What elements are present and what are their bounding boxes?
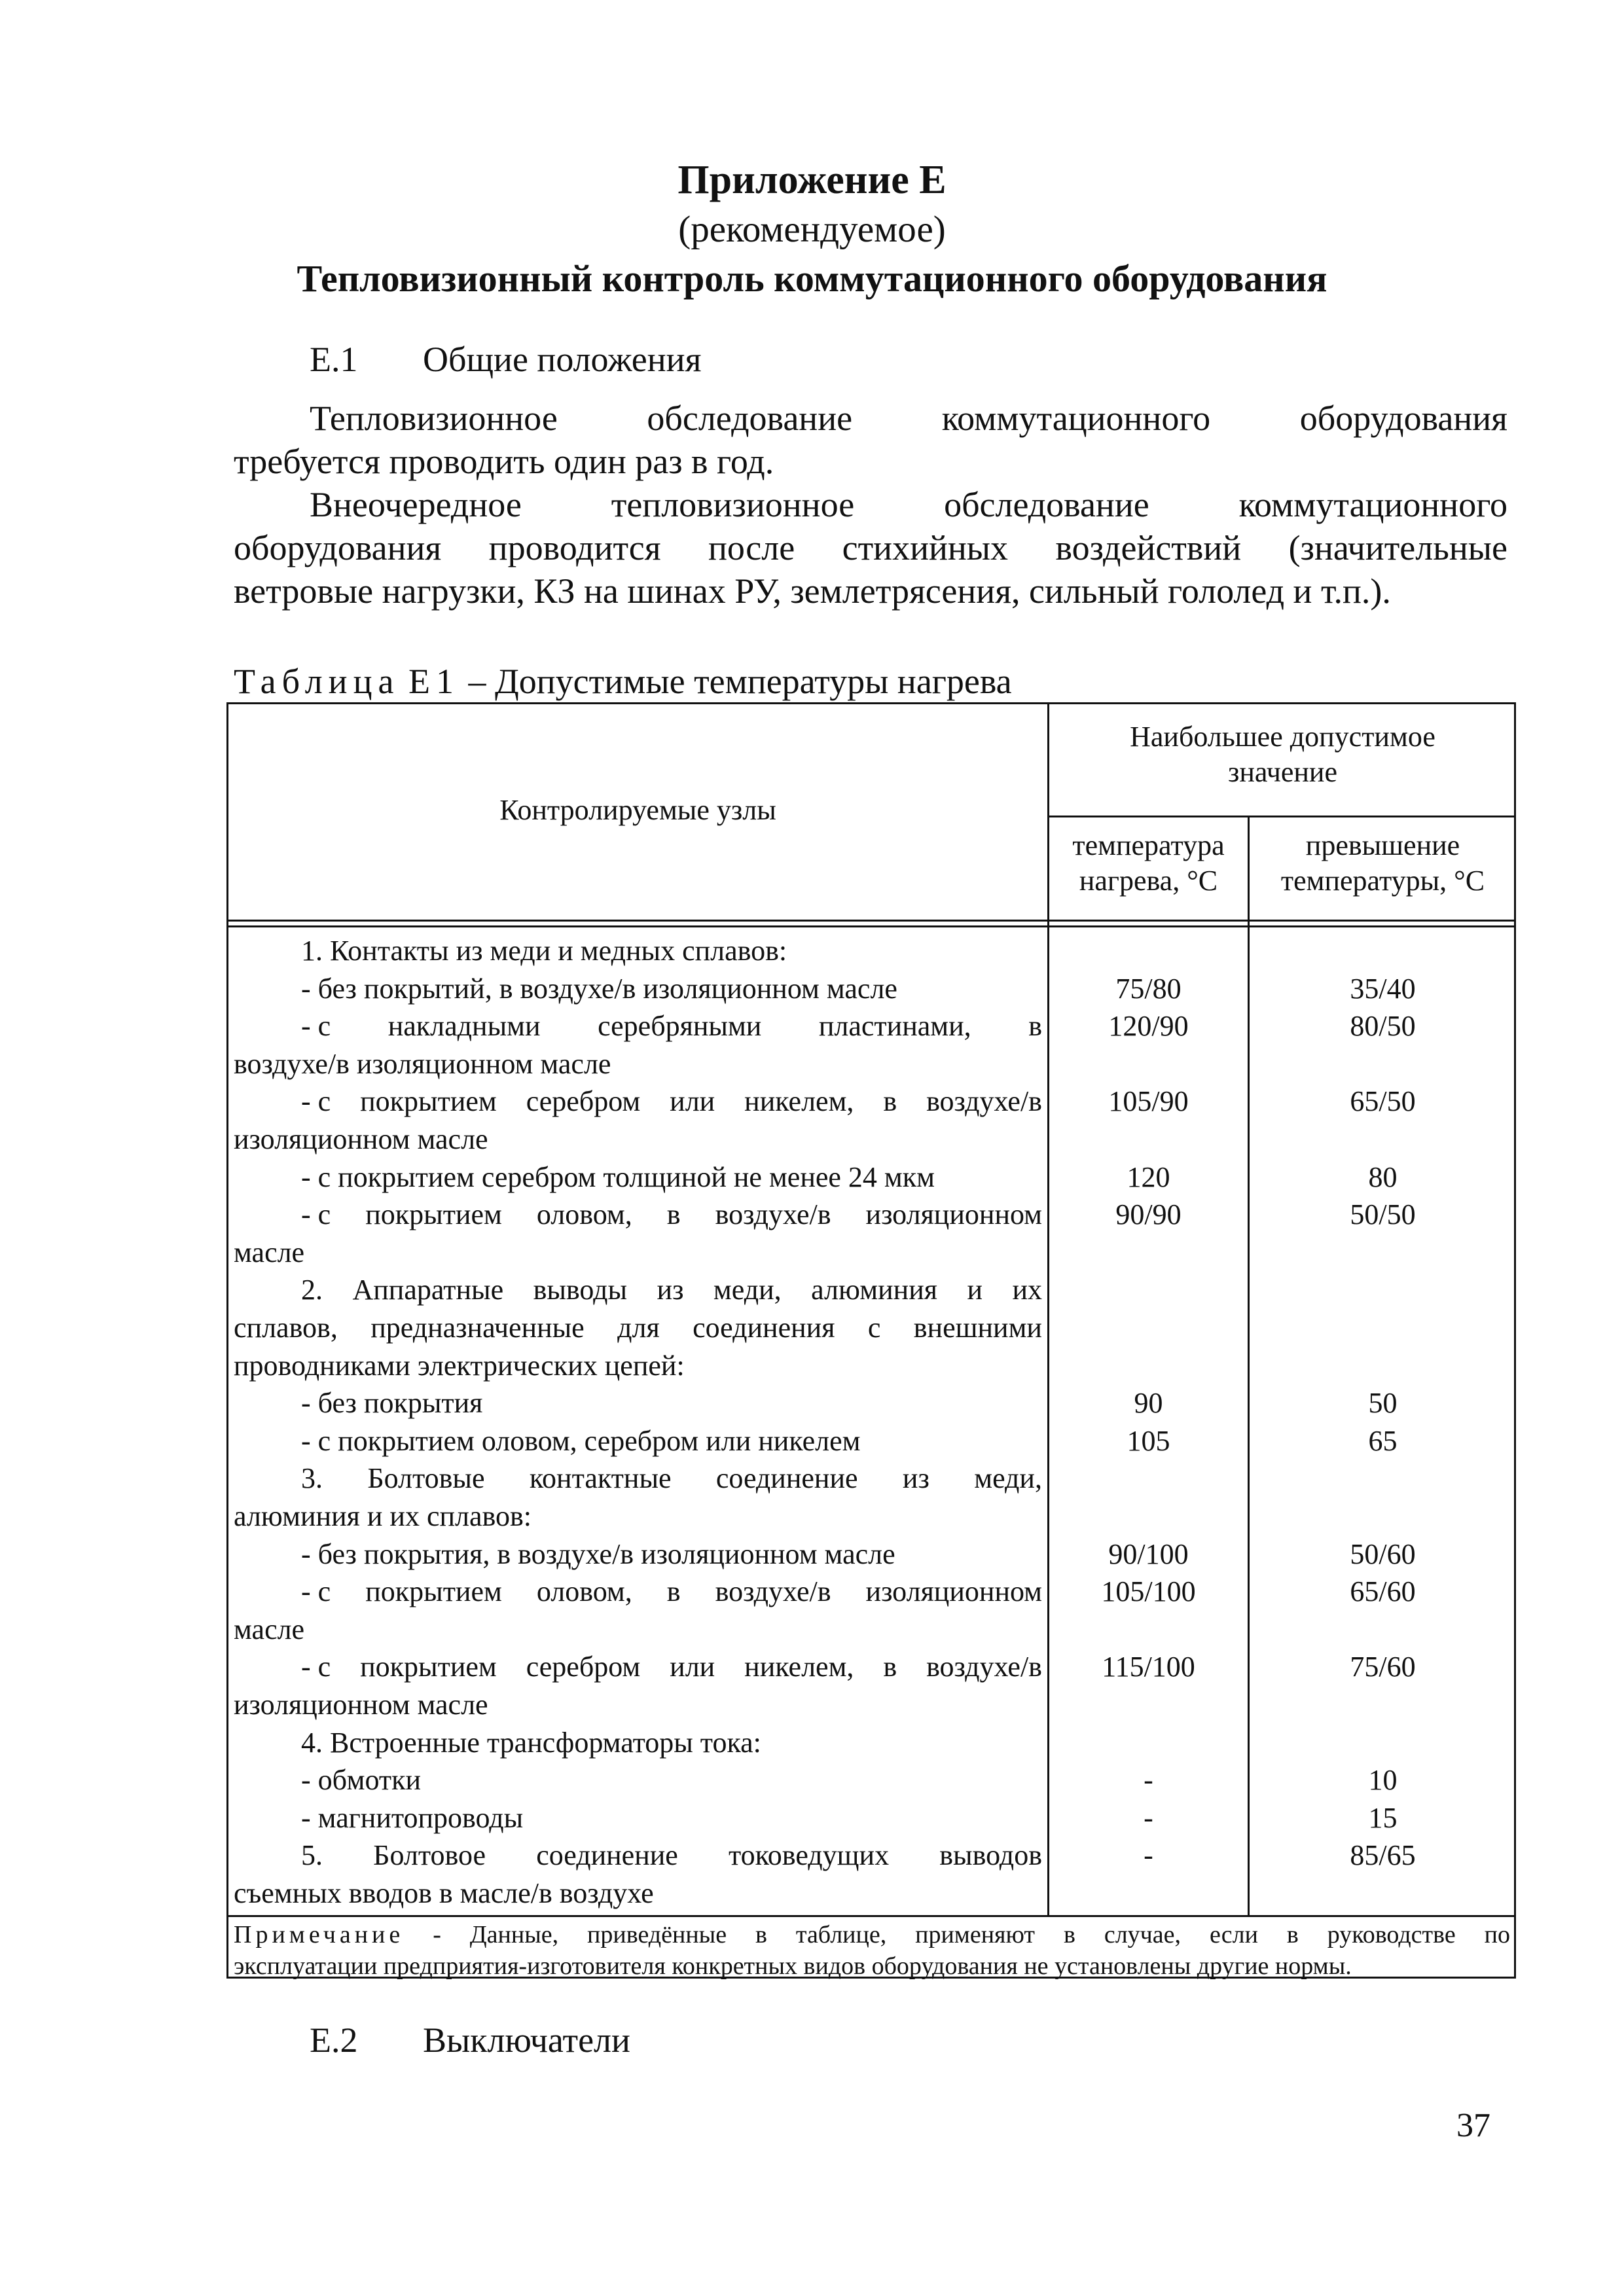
page-number: 37: [1456, 2107, 1490, 2144]
table-cell-word: воздухе/в: [715, 1198, 831, 1231]
table-divider-h-header2: [226, 925, 1516, 927]
table-cell-rise: 65/50: [1350, 1085, 1416, 1118]
table-cell-word: соединение: [715, 1462, 858, 1495]
table-note-word: по: [1484, 1921, 1510, 1948]
table-divider-h-header1: [226, 920, 1516, 922]
table-row-text: изоляционном масле: [234, 1123, 488, 1155]
table-cell-word: покрытием: [360, 1651, 497, 1683]
col-header-temp-line1: температура: [1072, 829, 1225, 861]
para2-line2: [234, 528, 1507, 568]
table-cell-rise: 65: [1368, 1424, 1398, 1457]
table-row-text: изоляционном масле: [234, 1689, 488, 1721]
table-cell-word: никелем,: [744, 1651, 854, 1683]
table-cell-temperature: 75/80: [1115, 972, 1182, 1005]
table-cell-word: их: [1012, 1274, 1042, 1306]
table-row-text: [301, 1271, 1042, 1309]
table-cell-word: Болтовые: [367, 1462, 485, 1495]
table-cell-word: 5.: [301, 1839, 323, 1872]
table-cell-temperature: 120: [1127, 1160, 1170, 1193]
table-cell-rise: 85/65: [1350, 1839, 1416, 1872]
col-header-rise-line2: температуры, °С: [1280, 865, 1485, 897]
table-cell-rise: 80: [1368, 1160, 1398, 1193]
table-cell-word: с: [867, 1312, 881, 1344]
table-cell-word: выводов: [939, 1839, 1042, 1872]
table-cell-rise: 50/50: [1350, 1198, 1416, 1231]
table-cell-temperature: 90: [1134, 1387, 1163, 1420]
section2-number: Е.2: [310, 2020, 358, 2060]
table-cell-word: внешними: [913, 1312, 1042, 1344]
table-cell-word: оловом,: [536, 1198, 632, 1231]
table-row-text: - обмотки: [301, 1764, 422, 1797]
appendix-status: (рекомендуемое): [678, 209, 946, 250]
table-cell-word: 2.: [301, 1274, 323, 1306]
table-note-word: в: [755, 1921, 767, 1948]
table-cell-word: для: [617, 1312, 660, 1344]
table-caption-text: – Допустимые температуры нагрева: [468, 662, 1012, 701]
col-header-temp-line2: нагрева, °С: [1079, 865, 1218, 897]
appendix-title: Приложение Е: [677, 158, 947, 202]
table-cell-word: - с: [301, 1198, 331, 1231]
table-cell-temperature: 105/100: [1101, 1575, 1196, 1608]
table-cell-temperature: -: [1144, 1764, 1153, 1797]
table-note-word: приведённые: [587, 1921, 727, 1948]
table-row-text: масле: [234, 1613, 305, 1645]
table-cell-word: алюминия: [811, 1274, 937, 1306]
table-cell-word: - с: [301, 1575, 331, 1608]
section1-number: Е.1: [310, 340, 358, 379]
table-cell-temperature: -: [1144, 1839, 1153, 1872]
table-cell-word: из: [902, 1462, 929, 1495]
table-note-word: -: [433, 1921, 441, 1948]
table-note-word: в: [1063, 1921, 1075, 1948]
table-note-word: в: [1286, 1921, 1299, 1948]
table-cell-temperature: 120/90: [1108, 1010, 1189, 1043]
table-note-word: руководстве: [1327, 1921, 1456, 1948]
table-cell-word: в: [1028, 1010, 1042, 1043]
col-header-nodes: Контролируемые узлы: [499, 794, 776, 826]
table-cell-word: - с: [301, 1085, 331, 1118]
table-row-text: [301, 1460, 1042, 1498]
para2-line1-word: Внеочередное: [310, 485, 522, 524]
table-cell-word: сплавов,: [234, 1312, 338, 1344]
col-header-group-line2: значение: [1228, 756, 1337, 788]
table-row-text: - с покрытием серебром толщиной не менее 24 мкм: [301, 1160, 935, 1193]
para2-line1-word: тепловизионное: [611, 485, 855, 524]
table-cell-word: меди,: [974, 1462, 1042, 1495]
table-row-text: алюминия и их сплавов:: [234, 1500, 532, 1532]
table-row-text: 1. Контакты из меди и медных сплавов:: [301, 935, 787, 967]
table-note-line1: [234, 1919, 1510, 1950]
para1-line1-word: обследование: [647, 399, 853, 438]
table-cell-word: и: [967, 1274, 983, 1306]
table-cell-rise: 80/50: [1350, 1010, 1416, 1043]
table-row-text: [234, 1309, 1042, 1347]
para2-line1-word: обследование: [944, 485, 1149, 524]
table-cell-temperature: 90/90: [1115, 1198, 1182, 1231]
table-cell-rise: 35/40: [1350, 972, 1416, 1005]
table-note-word: Данные,: [469, 1921, 559, 1948]
table-cell-word: покрытием: [365, 1575, 502, 1608]
table-cell-temperature: 105: [1127, 1424, 1170, 1457]
table-row-text: [301, 1573, 1042, 1611]
table-cell-word: накладными: [388, 1010, 541, 1043]
table-row-text: - без покрытия: [301, 1387, 483, 1420]
table-cell-word: выводы: [533, 1274, 628, 1306]
table-note-label: Примечание: [234, 1921, 405, 1948]
table-cell-word: соединения: [693, 1312, 835, 1344]
para2-line1: [310, 484, 1507, 525]
table-cell-word: в: [883, 1651, 897, 1683]
table-cell-word: изоляционном: [865, 1575, 1042, 1608]
table-cell-word: соединение: [536, 1839, 678, 1872]
para1-line1: [310, 398, 1507, 439]
table-cell-word: воздухе/в: [926, 1651, 1042, 1683]
table-cell-word: серебром: [526, 1651, 641, 1683]
table-row-text: [301, 1007, 1042, 1045]
table-divider-h-note: [226, 1915, 1516, 1917]
table-row-text: - без покрытий, в воздухе/в изоляционном масле: [301, 972, 897, 1005]
table-cell-word: в: [666, 1575, 681, 1608]
table-cell-word: предназначенные: [370, 1312, 585, 1344]
table-cell-word: воздухе/в: [715, 1575, 831, 1608]
table-row-text: - без покрытия, в воздухе/в изоляционном масле: [301, 1537, 895, 1570]
table-cell-word: Болтовое: [373, 1839, 486, 1872]
para2-line1-word: коммутационного: [1238, 485, 1507, 524]
table-cell-word: токоведущих: [729, 1839, 890, 1872]
para1-line2: требуется проводить один раз в год.: [234, 442, 774, 481]
table-row-text: - с покрытием оловом, серебром или никелем: [301, 1424, 861, 1457]
table-divider-h-group: [1047, 816, 1516, 817]
table-cell-temperature: 115/100: [1102, 1651, 1195, 1683]
table-cell-word: - с: [301, 1651, 331, 1683]
table-cell-temperature: 90/100: [1108, 1537, 1189, 1570]
table-cell-word: оловом,: [536, 1575, 632, 1608]
table-row-text: масле: [234, 1236, 305, 1268]
col-header-group-line1: Наибольшее допустимое: [1130, 721, 1435, 753]
table-cell-word: из: [657, 1274, 684, 1306]
table-cell-word: или: [670, 1651, 715, 1683]
table-note-word: таблице,: [795, 1921, 887, 1948]
table-note-line2: эксплуатации предприятия-изготовителя конкретных видов оборудования не установлены другие нормы.: [234, 1952, 1352, 1980]
table-cell-rise: 10: [1368, 1764, 1398, 1797]
table-note-word: случае,: [1104, 1921, 1182, 1948]
table-caption-number: Е1: [408, 662, 460, 701]
para2-line3: ветровые нагрузки, КЗ на шинах РУ, землетрясения, сильный гололед и т.п.).: [234, 571, 1391, 611]
section2-title: Выключатели: [423, 2020, 630, 2060]
table-cell-word: Аппаратные: [352, 1274, 504, 1306]
table-caption: [234, 661, 1012, 702]
table-cell-word: или: [670, 1085, 715, 1118]
para2-line2-word: (значительные: [1288, 528, 1507, 567]
table-cell-word: в: [666, 1198, 681, 1231]
table-row-text: [301, 1837, 1042, 1874]
table-note-word: если: [1209, 1921, 1258, 1948]
para1-line1-word: коммутационного: [941, 399, 1211, 438]
table-cell-word: - с: [301, 1010, 331, 1043]
table-row-text: [301, 1648, 1042, 1686]
appendix-subject: Тепловизионный контроль коммутационного оборудования: [297, 257, 1327, 300]
table-cell-word: воздухе/в: [926, 1085, 1042, 1118]
table-cell-word: в: [883, 1085, 897, 1118]
table-cell-rise: 75/60: [1350, 1651, 1416, 1683]
table-cell-word: серебряными: [598, 1010, 762, 1043]
col-header-rise-line1: превышение: [1305, 829, 1460, 861]
table-cell-rise: 50/60: [1350, 1537, 1416, 1570]
para2-line2-word: воздействий: [1055, 528, 1242, 567]
table-cell-temperature: 105/90: [1108, 1085, 1189, 1118]
table-row-text: съемных вводов в масле/в воздухе: [234, 1877, 654, 1909]
table-cell-word: контактные: [529, 1462, 672, 1495]
table-caption-label: Таблица: [234, 662, 400, 701]
para2-line2-word: оборудования: [234, 528, 442, 567]
table-cell-rise: 50: [1368, 1387, 1398, 1420]
table-cell-rise: 65/60: [1350, 1575, 1416, 1608]
table-cell-word: покрытием: [365, 1198, 502, 1231]
table-row-text: [301, 1196, 1042, 1234]
para2-line2-word: проводится: [488, 528, 661, 567]
table-row-text: воздухе/в изоляционном масле: [234, 1047, 611, 1080]
table-cell-temperature: -: [1144, 1801, 1153, 1834]
table-cell-word: изоляционном: [865, 1198, 1042, 1231]
table-cell-word: 3.: [301, 1462, 323, 1495]
table-cell-word: серебром: [526, 1085, 641, 1118]
table-cell-rise: 15: [1368, 1801, 1398, 1834]
table-row-text: [301, 1083, 1042, 1121]
table-row-text: 4. Встроенные трансформаторы тока:: [301, 1726, 761, 1759]
para1-line1-word: Тепловизионное: [310, 399, 558, 438]
table-note-word: применяют: [915, 1921, 1036, 1948]
section1-title: Общие положения: [423, 340, 702, 379]
table-cell-word: никелем,: [744, 1085, 854, 1118]
table-row-text: проводниками электрических цепей:: [234, 1349, 685, 1382]
table-cell-word: покрытием: [360, 1085, 497, 1118]
table-cell-word: меди,: [713, 1274, 782, 1306]
para1-line1-word: оборудования: [1299, 399, 1507, 438]
table-cell-word: пластинами,: [818, 1010, 971, 1043]
para2-line2-word: после: [708, 528, 795, 567]
para2-line2-word: стихийных: [842, 528, 1009, 567]
table-row-text: - магнитопроводы: [301, 1801, 524, 1834]
